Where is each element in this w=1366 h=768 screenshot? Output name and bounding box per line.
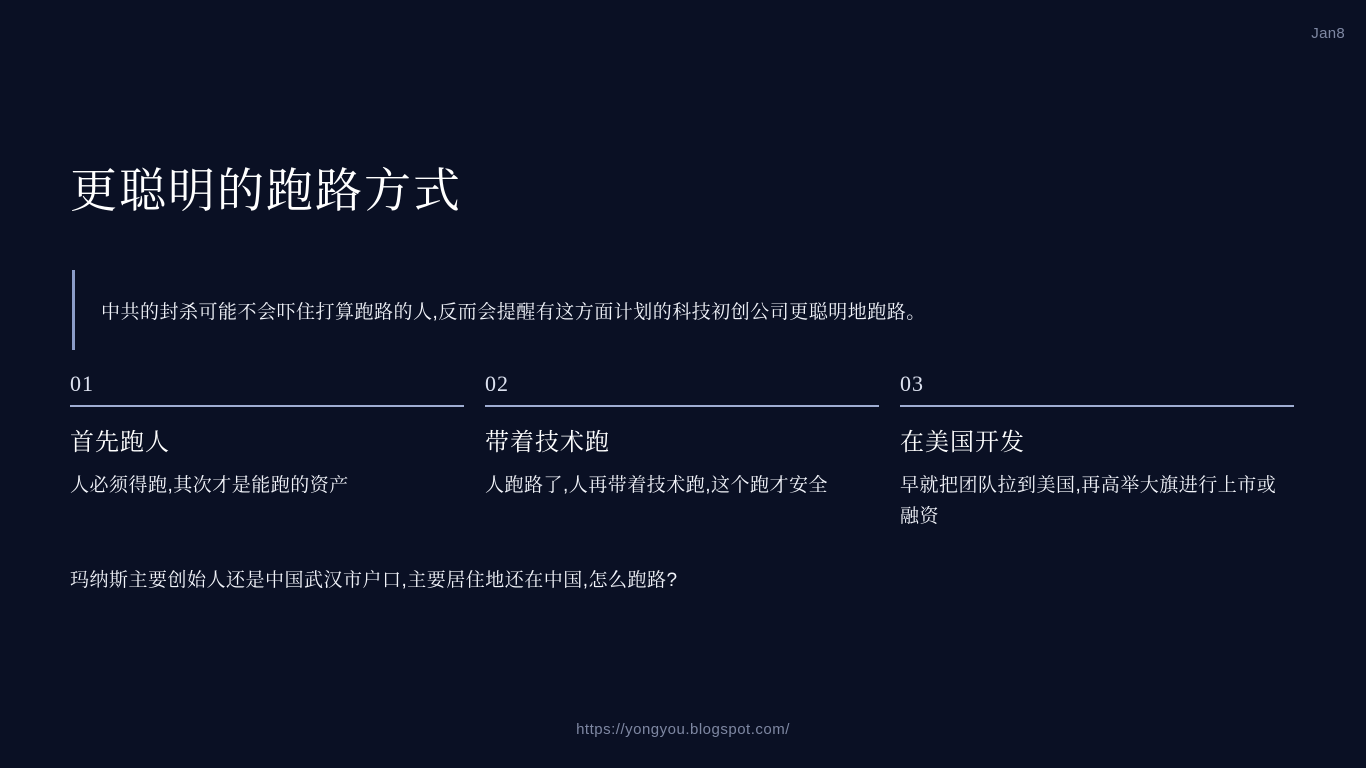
column-divider-line — [485, 405, 879, 407]
column-3 — [900, 371, 1294, 533]
quote-text: 中共的封杀可能不会吓住打算跑路的人,反而会提醒有这方面计划的科技初创公司更聪明地跑路。 — [101, 301, 926, 323]
column-heading: 首先跑人 — [70, 429, 170, 456]
slide-title: 更聪明的跑路方式 — [70, 164, 462, 217]
column-body: 人跑路了,人再带着技术跑,这个跑才安全 — [485, 475, 829, 496]
column-heading: 在美国开发 — [900, 429, 1025, 456]
column-body: 早就把团队拉到美国,再高举大旗进行上市或融资 — [900, 475, 1277, 527]
footer-url: https://yongyou.blogspot.com/ — [576, 721, 790, 738]
column-number: 01 — [70, 371, 94, 396]
bottom-note: 玛纳斯主要创始人还是中国武汉市户口,主要居住地还在中国,怎么跑路? — [70, 570, 678, 591]
column-divider-line — [900, 405, 1294, 407]
column-1 — [70, 371, 464, 533]
column-2 — [485, 371, 879, 533]
footer — [0, 721, 1366, 738]
three-column-section — [70, 371, 1294, 533]
column-heading: 带着技术跑 — [485, 429, 610, 456]
column-divider-line — [70, 405, 464, 407]
column-number: 02 — [485, 371, 509, 396]
column-number: 03 — [900, 371, 924, 396]
column-body: 人必须得跑,其次才是能跑的资产 — [70, 475, 349, 496]
quote-block — [72, 270, 992, 350]
date-label: Jan8 — [1311, 25, 1345, 42]
